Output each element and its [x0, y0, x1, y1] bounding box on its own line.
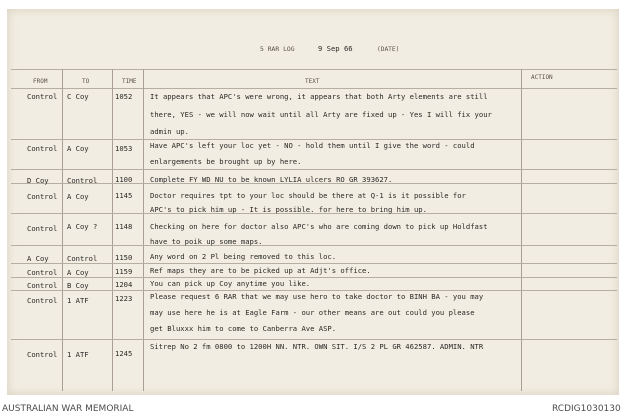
entry-time: 1150	[115, 253, 133, 262]
log-sheet	[7, 9, 619, 395]
col-header-action: ACTION	[531, 74, 553, 81]
col-header-from: FROM	[33, 78, 48, 85]
archive-footer	[0, 399, 640, 417]
entry-text-line: may use here he is at Eagle Farm - our other means are out could you please	[150, 308, 475, 317]
entry-time: 1245	[115, 349, 133, 358]
entry-from: Control	[27, 92, 58, 101]
entry-to: C Coy	[67, 92, 89, 101]
entry-text-line: there, YES - we will now wait until all Arty are fixed up - Yes I will fix your	[150, 110, 492, 119]
entry-time: 1159	[115, 267, 133, 276]
col-divider	[112, 69, 113, 391]
entry-text-line: Have APC's left your loc yet - NO - hold them until I give the word - could	[150, 141, 475, 150]
entry-from: Control	[27, 281, 58, 290]
row-divider	[11, 277, 617, 278]
log-name: 5 RAR LOG	[260, 45, 295, 53]
entry-text-line: Sitrep No 2 fm 0800 to 1200H NN. NTR. OWN SIT. I/S 2 PL GR 462587. ADMIN. NTR	[150, 342, 484, 351]
entry-to: 1 ATF	[67, 296, 89, 305]
entry-to: A Coy ?	[67, 222, 98, 231]
entry-from: Control	[27, 296, 58, 305]
entry-to: A Coy	[67, 144, 89, 153]
col-divider	[521, 69, 522, 391]
footer-record-id: RCDIG1030130	[552, 404, 621, 414]
entry-time: 1204	[115, 280, 133, 289]
entry-text-line: have to poik up some maps.	[150, 237, 263, 246]
entry-to: Control	[67, 254, 98, 263]
entry-to: 1 ATF	[67, 350, 89, 359]
entry-time: 1223	[115, 294, 133, 303]
row-divider	[11, 169, 617, 170]
table-top-border	[11, 69, 617, 70]
header-row-border	[11, 88, 617, 89]
entry-from: Control	[27, 192, 58, 201]
col-header-time: TIME	[122, 78, 137, 85]
col-header-text: TEXT	[305, 78, 320, 85]
entry-to: A Coy	[67, 268, 89, 277]
log-date: 9 Sep 66	[318, 44, 353, 53]
entry-text-line: Please request 6 RAR that we may use hero to take doctor to BINH BA - you may	[150, 292, 484, 301]
entry-text-line: enlargements be brought up by here.	[150, 157, 302, 166]
entry-time: 1145	[115, 191, 133, 200]
entry-text-line: Complete FY WD NU to be known LYLIA ulcers RO GR 393627.	[150, 175, 393, 184]
entry-text-line: Any word on 2 Pl being removed to this loc.	[150, 252, 337, 261]
entry-text-line: APC's to pick him up - It is possible. for here to bring him up.	[150, 205, 427, 214]
row-divider	[11, 245, 617, 246]
entry-from: D Coy	[27, 176, 49, 185]
row-divider	[11, 263, 617, 264]
entry-text-line: Doctor requires tpt to your loc should be there at Q-1 is it possible for	[150, 191, 466, 200]
entry-from: Control	[27, 268, 58, 277]
entry-from: A Coy	[27, 254, 49, 263]
col-divider	[143, 69, 144, 391]
entry-time: 1100	[115, 175, 133, 184]
entry-from: Control	[27, 144, 58, 153]
entry-text-line: Ref maps they are to be picked up at Adjt's office.	[150, 266, 371, 275]
entry-from: Control	[27, 224, 58, 233]
row-divider	[11, 290, 617, 291]
footer-institution: AUSTRALIAN WAR MEMORIAL	[2, 404, 134, 414]
row-divider	[11, 339, 617, 340]
col-divider	[62, 69, 63, 391]
entry-text-line: admin up.	[150, 127, 189, 136]
entry-text-line: You can pick up Coy anytime you like.	[150, 279, 311, 288]
entry-time: 1148	[115, 222, 133, 231]
entry-to: A Coy	[67, 192, 89, 201]
entry-to: Control	[67, 176, 98, 185]
row-divider	[11, 139, 617, 140]
entry-text-line: It appears that APC's were wrong, it appears that both Arty elements are still	[150, 92, 488, 101]
entry-to: B Coy	[67, 281, 89, 290]
entry-text-line: get Bluxxx him to come to Canberra Ave ASP.	[150, 324, 337, 333]
entry-text-line: Checking on here for doctor also APC's who are coming down to pick up Holdfast	[150, 222, 488, 231]
date-label: (DATE)	[377, 46, 400, 53]
entry-time: 1052	[115, 92, 133, 101]
col-header-to: TO	[82, 78, 90, 85]
entry-time: 1053	[115, 144, 133, 153]
entry-from: Control	[27, 350, 58, 359]
